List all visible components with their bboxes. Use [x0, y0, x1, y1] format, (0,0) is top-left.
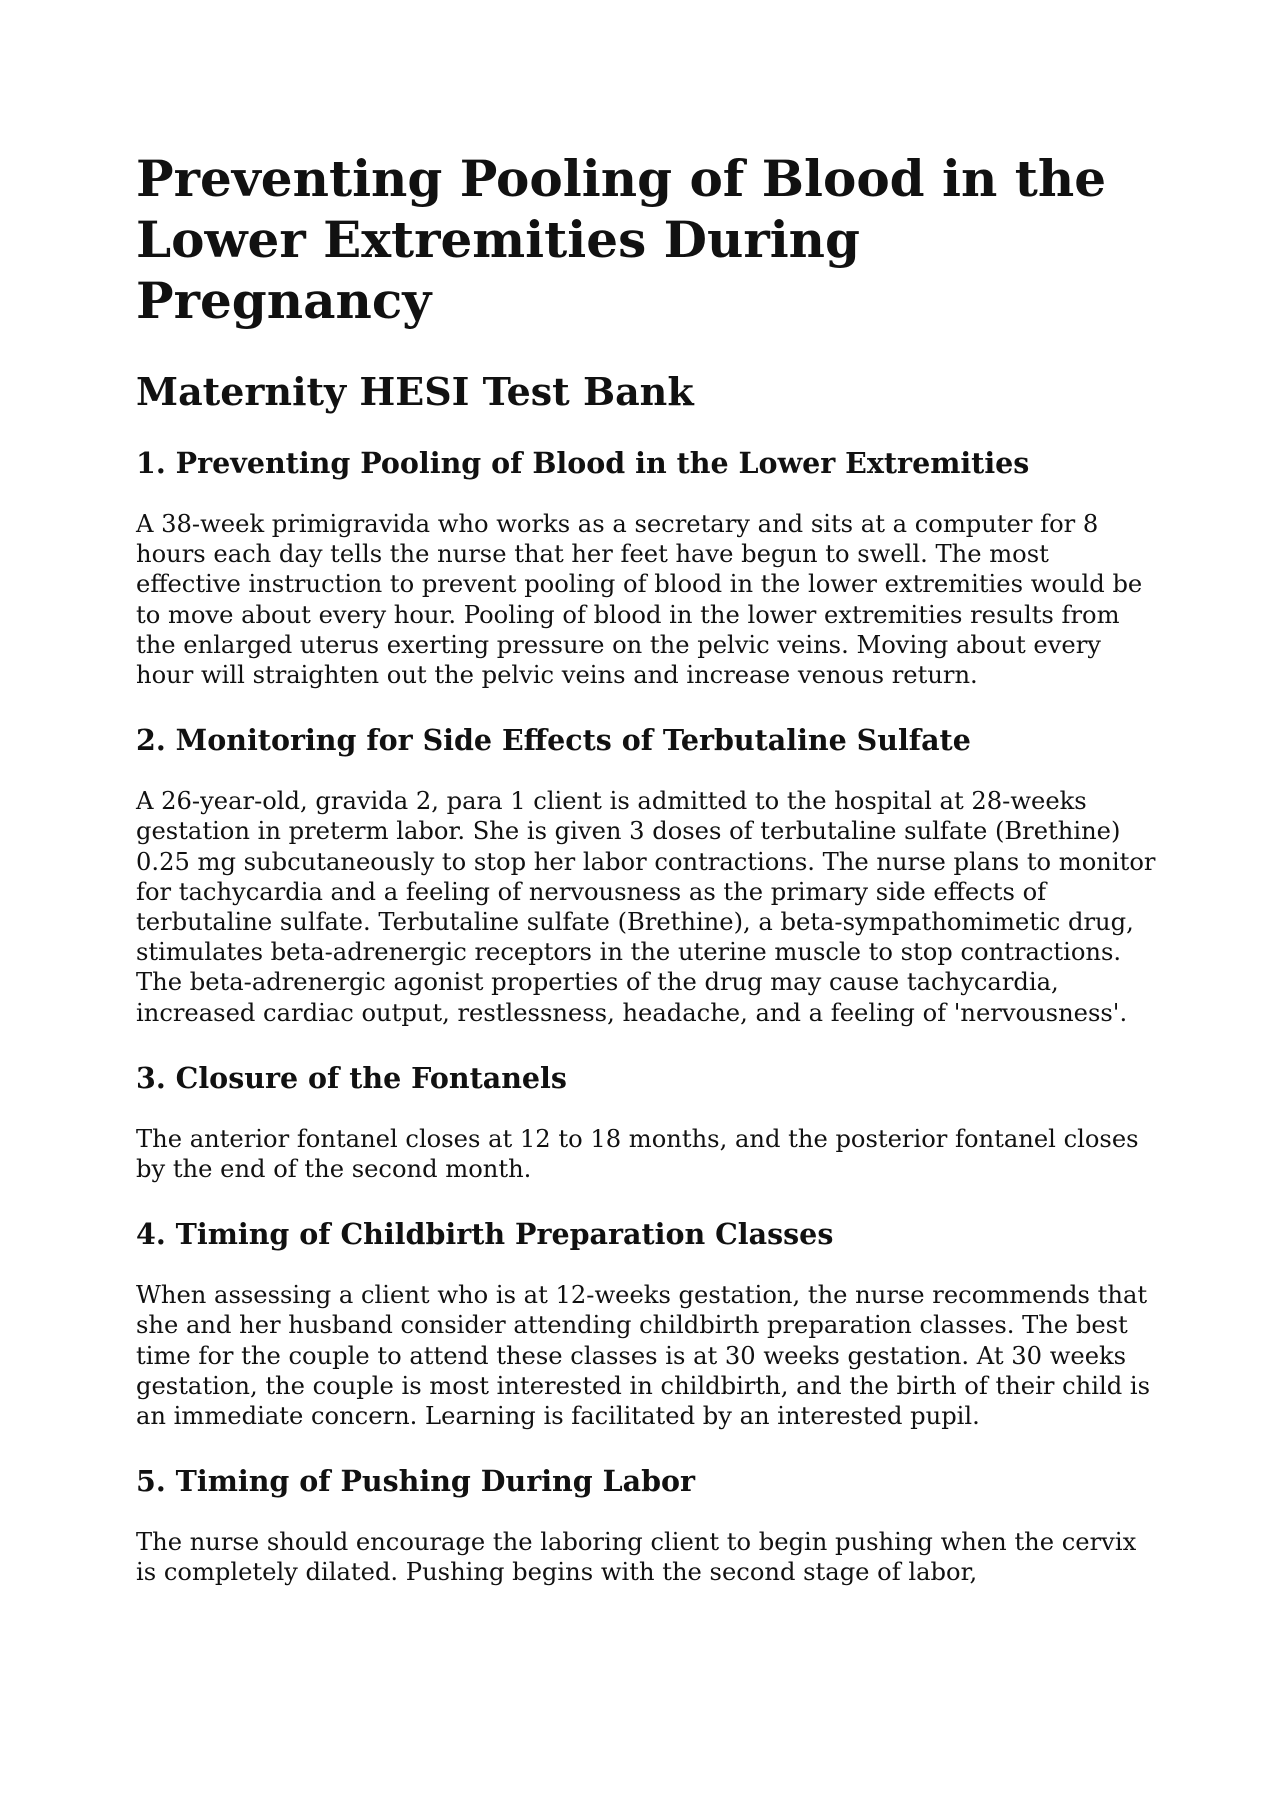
section-pushing-during-labor	[136, 1463, 1156, 1587]
section-body: A 38-week primigravida who works as a secretary and sits at a computer for 8 hours each day tells the nurse that her feet have begun to swell. The most effective instruction to prevent pooling of blood in the lower extremities would be to move about every hour. Pooling of blood in the lower extremities results from the enlarged uterus exerting pressure on the pelvic veins. Moving about every hour will straighten out the pelvic veins and increase venous return.	[136, 510, 1143, 690]
document-title: Preventing Pooling of Blood in the Lower Extremities During Pregnancy	[136, 149, 1107, 330]
document-page	[136, 148, 1156, 1620]
section-body: The nurse should encourage the laboring client to begin pushing when the cervix is completely dilated. Pushing begins with the second stage of labor,	[136, 1528, 1137, 1587]
section-pooling-of-blood	[136, 445, 1156, 690]
section-childbirth-classes	[136, 1216, 1156, 1431]
section-heading: 2. Monitoring for Side Effects of Terbutaline Sulfate	[136, 723, 971, 758]
section-heading: 1. Preventing Pooling of Blood in the Lower Extremities	[136, 446, 1030, 480]
section-heading: 4. Timing of Childbirth Preparation Classes	[136, 1217, 834, 1252]
section-body: When assessing a client who is at 12-weeks gestation, the nurse recommends that she and her husband consider attending childbirth preparation classes. The best time for the couple to attend these classes is at 30 weeks gestation. At 30 weeks gestation, the couple is most interested in childbirth, and the birth of their child is an immediate concern. Learning is facilitated by an interested pupil.	[136, 1281, 1151, 1431]
document-subtitle: Maternity HESI Test Bank	[136, 369, 694, 414]
section-body: A 26-year-old, gravida 2, para 1 client is admitted to the hospital at 28-weeks gestation in preterm labor. She is given 3 doses of terbutaline sulfate (Brethine) 0.25 mg subcutaneously to stop her labor contractions. The nurse plans to monitor for tachycardia and a feeling of nervousness as the primary side effects of terbutaline sulfate. Terbutaline sulfate (Brethine), a beta-sympathomimetic drug, stimulates beta-adrenergic receptors in the uterine muscle to stop contractions. The beta-adrenergic agonist properties of the drug may cause tachycardia, increased cardiac output, restlessness, headache, and a feeling of 'nervousness'.	[136, 787, 1156, 1027]
section-heading: 5. Timing of Pushing During Labor	[136, 1464, 696, 1499]
section-heading: 3. Closure of the Fontanels	[136, 1060, 567, 1095]
section-body: The anterior fontanel closes at 12 to 18 months, and the posterior fontanel closes by the end of the second month.	[136, 1124, 1139, 1184]
section-terbutaline-side-effects	[136, 722, 1156, 1028]
section-fontanels	[136, 1060, 1156, 1184]
